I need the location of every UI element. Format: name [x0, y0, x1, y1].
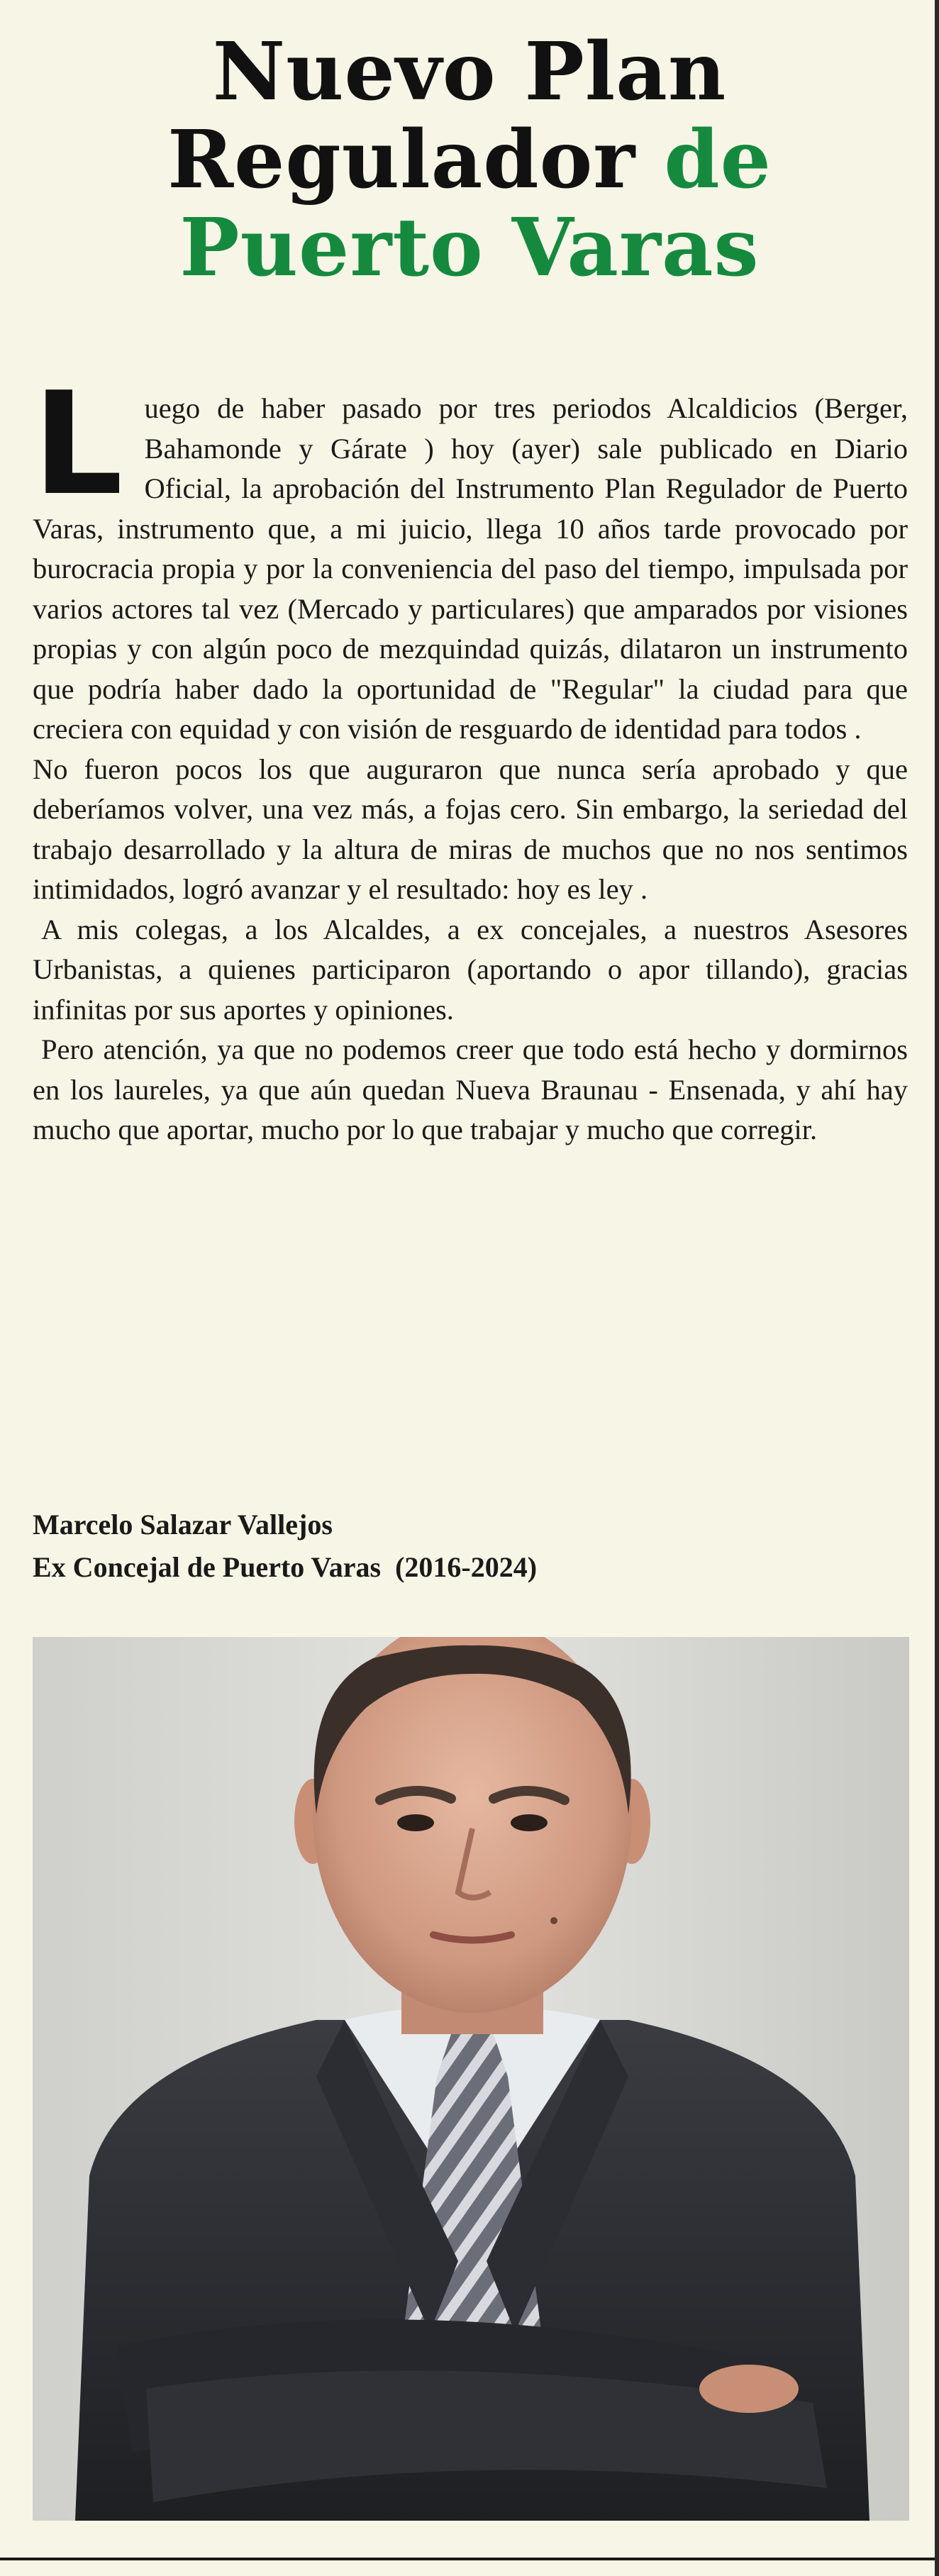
- drop-cap: L: [33, 362, 123, 527]
- author-name: Marcelo Salazar Vallejos: [33, 1509, 333, 1540]
- article-paragraph: A mis colegas, a los Alcaldes, a ex concejales, a nuestros Asesores Urbanistas, a quienes participaron (aportando o apor tillando), gracias infinitas por sus aportes y opiniones.: [33, 913, 908, 1026]
- headline-line-2-accent: de: [664, 113, 772, 206]
- author-signature: [33, 1504, 537, 1589]
- portrait-illustration: [33, 1637, 909, 2521]
- headline-line-1: Nuevo Plan: [212, 26, 727, 118]
- bottom-divider: [0, 2558, 935, 2560]
- article-body: [33, 362, 908, 1150]
- article-paragraph: Pero atención, ya que no podemos creer que todo está hecho y dormirnos en los laureles, ya que aún quedan Nueva Braunau - Ensenada, y ahí hay mucho que aportar, mucho por lo que trabajar y mucho que corregir.: [33, 1033, 908, 1145]
- article-paragraph: [33, 362, 908, 750]
- author-portrait-photo: [33, 1637, 909, 2521]
- headline-line-2: Regulador: [167, 113, 636, 206]
- author-role: Ex Concejal de Puerto Varas (2016-2024): [33, 1551, 538, 1583]
- article-paragraph-text: uego de haber pasado por tres periodos Alcaldicios (Berger, Bahamonde y Gárate ) hoy (ayer) sale publicado en Diario Oficial, la aprobación del Instrumento Plan Regulador de Puerto Varas, instrumento que, a mi juicio, llega 10 años tarde provocado por burocracia propia y por la conveniencia del paso del tiempo, impulsada por varios actores tal vez (Mercado y particulares) que amparados por visiones propias y con algún poco de mezquindad quizás, dilataron un instrumento que podría haber dado la oportunidad de "Regular" la ciudad para que creciera con equidad y con visión de resguardo de identidad para todos .: [33, 392, 908, 745]
- article-paragraph: No fueron pocos los que auguraron que nunca sería aprobado y que deberíamos volver, una vez más, a fojas cero. Sin embargo, la seriedad del trabajo desarrollado y la altura de miras de muchos que no nos sentimos intimidados, logró avanzar y el resultado: hoy es ley .: [33, 753, 908, 905]
- headline: [0, 28, 939, 292]
- headline-line-3: Puerto Varas: [179, 201, 760, 294]
